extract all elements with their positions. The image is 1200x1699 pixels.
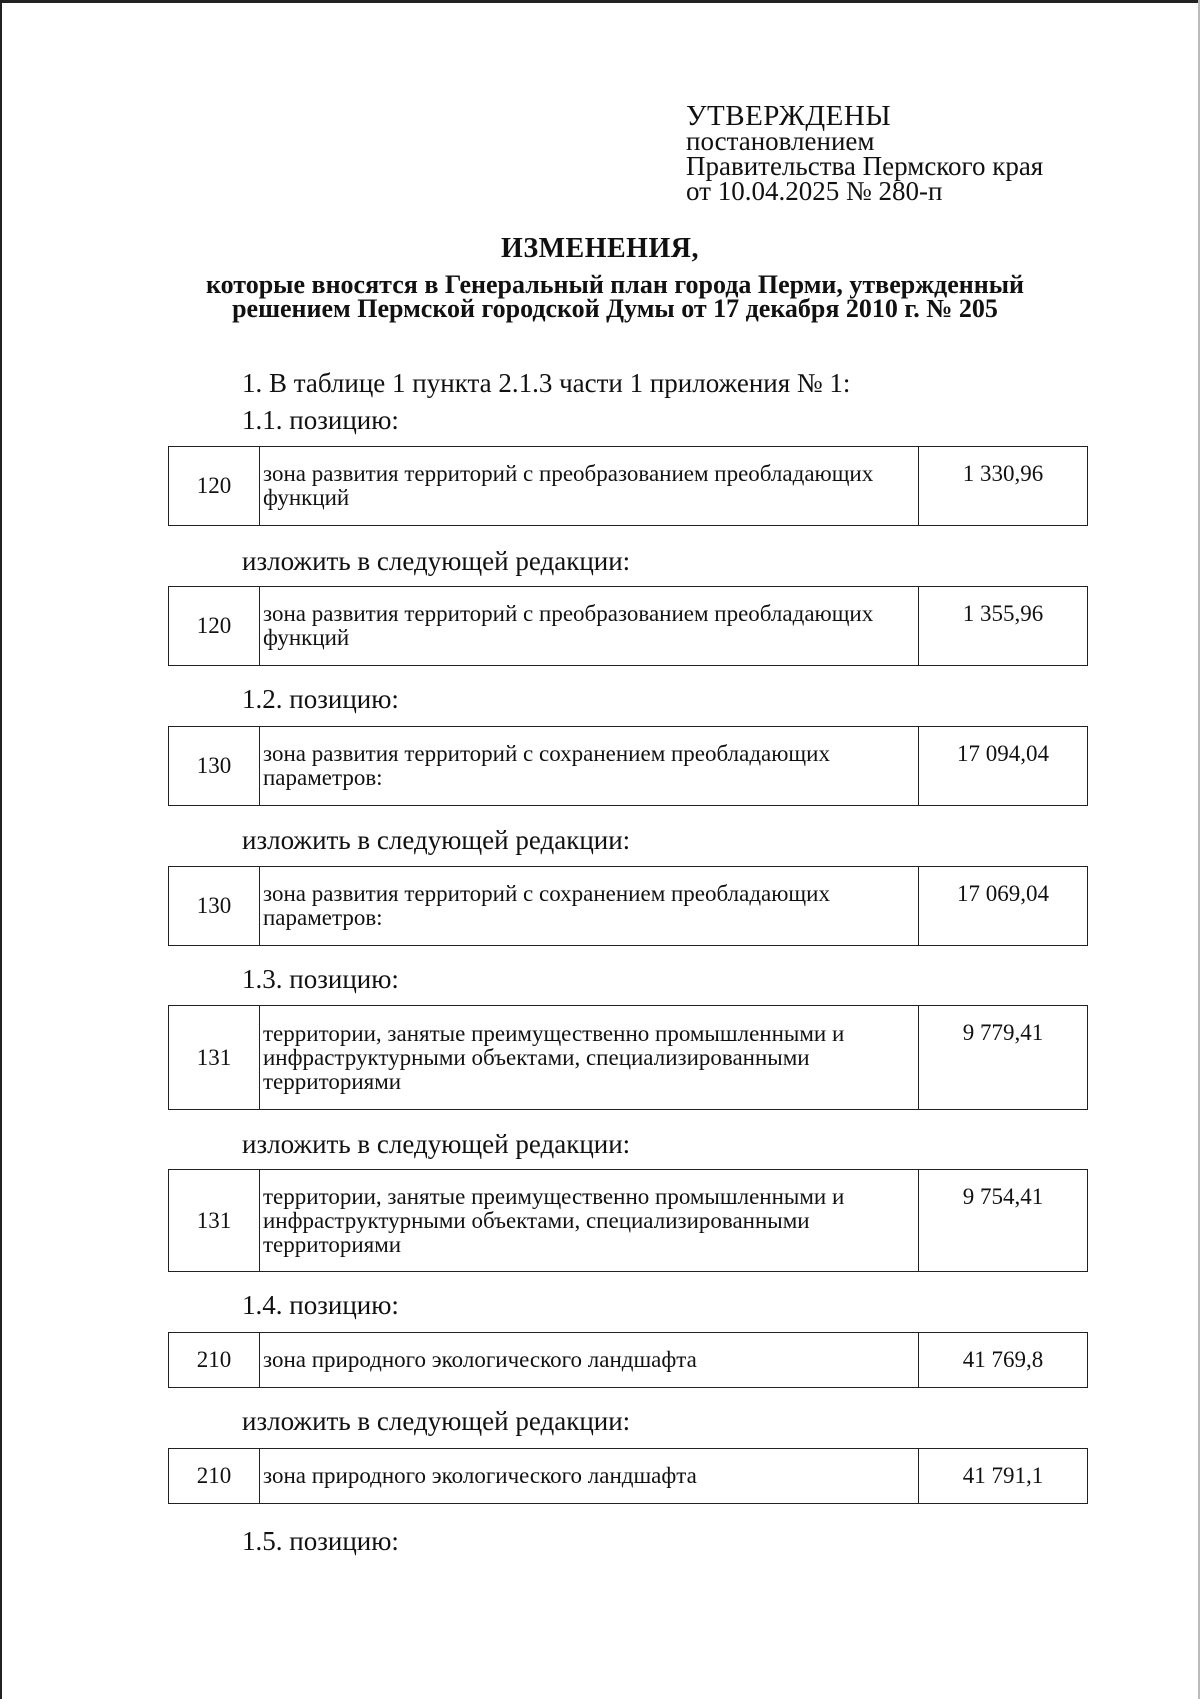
approval-line-1: УТВЕРЖДЕНЫ: [686, 100, 892, 132]
position-table-old: [168, 446, 1088, 526]
table-row: [169, 727, 1088, 806]
replace-phrase: изложить в следующей редакции:: [242, 546, 631, 576]
table-row: [169, 867, 1088, 946]
table-row: [169, 1006, 1088, 1110]
table-row: [169, 1170, 1088, 1272]
zone-name: территории, занятые преимущественно промышленными и инфраструктурными объектами, специализированными территориями: [260, 1170, 919, 1272]
area-value: 9 779,41: [919, 1006, 1088, 1110]
replace-phrase: изложить в следующей редакции:: [242, 825, 631, 855]
replace-phrase: изложить в следующей редакции:: [242, 1129, 631, 1159]
zone-name: зона развития территорий с преобразованием преобладающих функций: [260, 587, 919, 666]
area-value: 41 791,1: [919, 1449, 1088, 1504]
scan-edge-top: [0, 0, 1200, 3]
zone-name: зона развития территорий с преобразованием преобладающих функций: [260, 447, 919, 526]
approval-line-3: Правительства Пермского края: [686, 151, 1044, 181]
position-number: 130: [169, 867, 260, 946]
zone-name: территории, занятые преимущественно промышленными и инфраструктурными объектами, специализированными территориями: [260, 1006, 919, 1110]
position-table-new: [168, 1169, 1088, 1272]
area-value: 1 355,96: [919, 587, 1088, 666]
table-row: [169, 1333, 1088, 1388]
table-row: [169, 447, 1088, 526]
area-value: 17 069,04: [919, 867, 1088, 946]
section-heading: 1.3. позицию:: [242, 964, 399, 994]
document-title: ИЗМЕНЕНИЯ,: [501, 233, 699, 264]
position-number: 131: [169, 1006, 260, 1110]
approval-block: [686, 100, 1044, 206]
section-heading: 1.5. позицию:: [242, 1526, 399, 1556]
document-subtitle: [150, 270, 1080, 323]
position-table-new: [168, 586, 1088, 666]
table-row: [169, 1449, 1088, 1504]
zone-name: зона природного экологического ландшафта: [260, 1449, 919, 1504]
position-number: 210: [169, 1333, 260, 1388]
position-number: 120: [169, 447, 260, 526]
area-value: 41 769,8: [919, 1333, 1088, 1388]
position-number: 131: [169, 1170, 260, 1272]
position-table-old: [168, 726, 1088, 806]
position-number: 210: [169, 1449, 260, 1504]
section-heading: 1.2. позицию:: [242, 684, 399, 714]
zone-name: зона развития территорий с сохранением преобладающих параметров:: [260, 867, 919, 946]
position-number: 130: [169, 727, 260, 806]
position-table-old: [168, 1332, 1088, 1388]
subtitle-line-2: решением Пермской городской Думы от 17 декабря 2010 г. № 205: [232, 294, 998, 323]
zone-name: зона развития территорий с сохранением преобладающих параметров:: [260, 727, 919, 806]
table-row: [169, 587, 1088, 666]
area-value: 9 754,41: [919, 1170, 1088, 1272]
section-heading: 1.4. позицию:: [242, 1290, 399, 1320]
approval-line-2: постановлением: [686, 126, 875, 156]
position-table-old: [168, 1005, 1088, 1110]
position-table-new: [168, 1448, 1088, 1504]
position-table-new: [168, 866, 1088, 946]
section-heading: 1.1. позицию:: [242, 405, 399, 435]
replace-phrase: изложить в следующей редакции:: [242, 1406, 631, 1436]
area-value: 1 330,96: [919, 447, 1088, 526]
intro-paragraph: 1. В таблице 1 пункта 2.1.3 части 1 приложения № 1:: [242, 368, 851, 398]
approval-line-4: от 10.04.2025 № 280-п: [686, 176, 943, 206]
subtitle-line-1: которые вносятся в Генеральный план города Перми, утвержденный: [206, 270, 1024, 299]
position-number: 120: [169, 587, 260, 666]
area-value: 17 094,04: [919, 727, 1088, 806]
zone-name: зона природного экологического ландшафта: [260, 1333, 919, 1388]
